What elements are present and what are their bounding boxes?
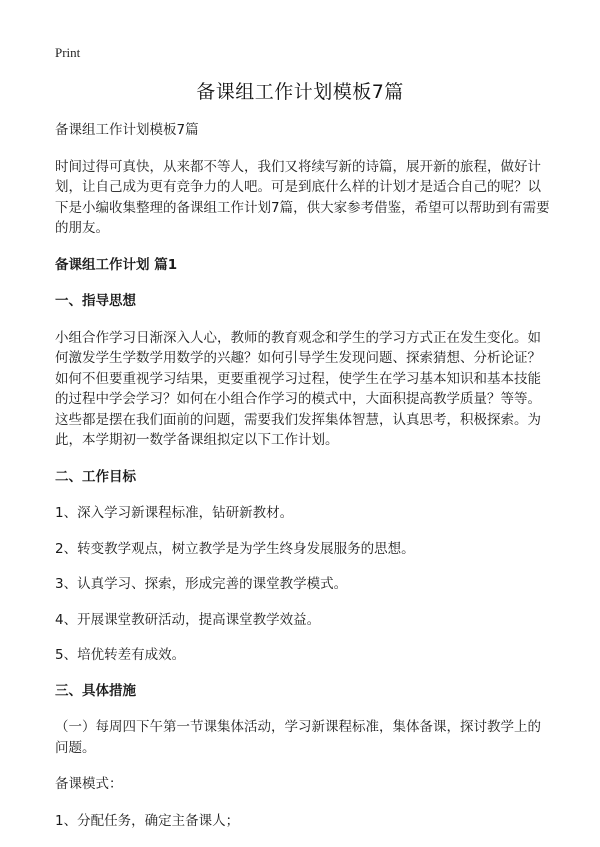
goal-item: 5、培优转差有成效。 <box>55 647 186 663</box>
goal-item: 2、转变教学观点，树立教学是为学生终身发展服务的思想。 <box>55 540 415 557</box>
step-item: 1、分配任务，确定主备课人； <box>55 812 240 829</box>
heading-measures: 三、具体措施 <box>55 682 136 699</box>
goal-item: 1、深入学习新课程标准，钻研新教材。 <box>55 505 294 521</box>
subtitle: 备课组工作计划模板7篇 <box>55 122 199 138</box>
measure-paragraph: （一）每周四下午第一节课集体活动，学习新课程标准，集体备课，探讨教学上的问题。 <box>55 719 541 756</box>
mode-label: 备课模式： <box>55 776 123 792</box>
section-title: 备课组工作计划 篇1 <box>55 256 178 273</box>
print-label[interactable]: Print <box>55 45 81 60</box>
intro-paragraph: 时间过得可真快，从来都不等人，我们又将续写新的诗篇，展开新的旅程，做好计划，让自己成为更有竞争力的人吧。可是到底什么样的计划才是适合自己的呢？以下是小编收集整理的备课组工作计划7篇，供大家参考借鉴，希望可以帮助到有需要的朋友。 <box>55 158 550 236</box>
page-title: 备课组工作计划模板7篇 <box>196 81 404 103</box>
heading-work-goals: 二、工作目标 <box>55 468 136 485</box>
goal-item: 3、认真学习、探索，形成完善的课堂教学模式。 <box>55 576 348 592</box>
heading-guiding-ideas: 一、指导思想 <box>55 293 136 309</box>
goal-item: 4、开展课堂教研活动，提高课堂教学效益。 <box>55 611 321 628</box>
guiding-ideas-paragraph: 小组合作学习日渐深入人心，教师的教育观念和学生的学习方式正在发生变化。如何激发学生学数学用数学的兴趣？如何引导学生发现问题、探索猜想、分析论证？如何不但要重视学习结果，更要重视学习过程，使学生在学习基本知识和基本技能的过程中学会学习？如何在小组合作学习的模式中，大面积提高教学质量？等等。这些都是摆在我们面前的问题，需要我们发挥集体智慧，认真思考，积极探索。为此，本学期初一数学备课组拟定以下工作计划。 <box>55 329 541 448</box>
document-body <box>55 120 550 847</box>
